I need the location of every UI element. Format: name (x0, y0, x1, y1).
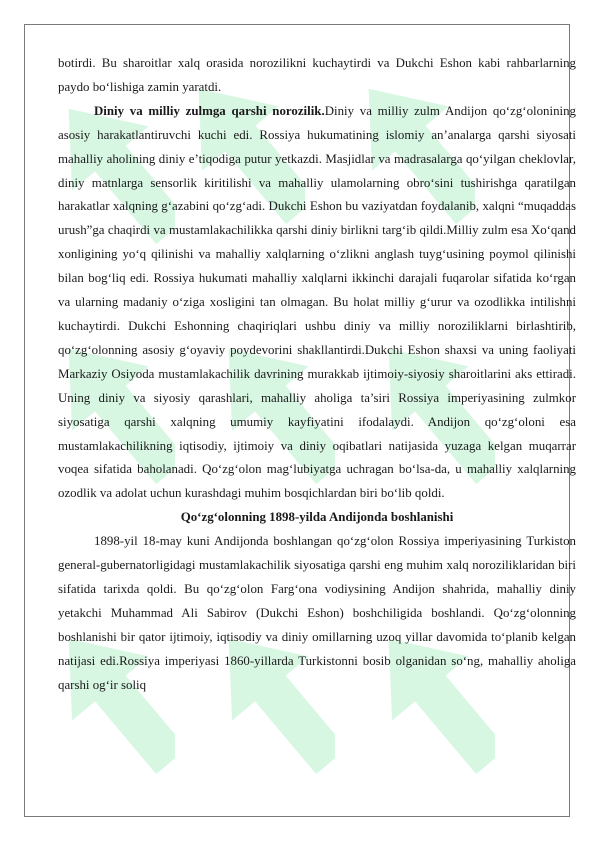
section-heading: Qo‘zg‘olonning 1898-yilda Andijonda boshlanishi (180, 510, 454, 525)
paragraph-uprising-start (58, 530, 576, 697)
paragraph-text: 1898-yil 18-may kuni Andijonda boshlangan qo‘zg‘olon Rossiya imperiyasining Turkiston general-gubernatorligidagi mustamlakachilik siyosatiga qarshi eng muhim xalq noroziliklaridan biri sifatida tarixda qoldi. Bu qo‘zg‘olon Farg‘ona vodiysining Andijon shahrida, mahalliy diniy yetakchi Muhammad Ali Sabirov (Dukchi Eshon) boshchiligida boshlandi. Qo‘zg‘olonning boshlanishi bir qator ijtimoiy, iqtisodiy va diniy omillarning uzoq yillar davomida to‘planib kelgan natijasi edi.Rossiya imperiyasi 1860-yillarda Turkistonni bosib olganidan so‘ng, mahalliy aholiga qarshi og‘ir soliq (58, 534, 576, 692)
paragraph-text: botirdi. Bu sharoitlar xalq orasida norozilikni kuchaytirdi va Dukchi Eshon kabi rahbarlarning paydo bo‘lishiga zamin yaratdi. (58, 56, 576, 94)
paragraph-bold-lead: Diniy va milliy zulmga qarshi norozilik. (94, 103, 325, 118)
document-body (58, 52, 576, 697)
paragraph-continuation (58, 52, 576, 100)
document-page (24, 24, 576, 817)
paragraph-text: Diniy va milliy zulm Andijon qo‘zg‘olonining asosiy harakatlantiruvchi kuchi edi. Rossiya hukumatining islomiy an’analarga qarshi siyosati mahalliy aholining diniy e’tiqodiga putur yetkazdi. Masjidlar va madrasalarga qo‘yilgan cheklovlar, diniy matnlarga sensorlik kiritilishi va mahalliy ulamolarning obro‘sini tushirishga qaratilgan harakatlar xalqning g‘azabini qo‘zg‘adi. Dukchi Eshon bu vaziyatdan foydalanib, xalqni “muqaddas urush”ga chaqirdi va mustamlakachilikka qarshi diniy birlikni targ‘ib qildi.Milliy zulm esa Xo‘qand xonligining yo‘q qilinishi va mahalliy xalqlarning o‘zlikni anglash tuyg‘usining poymol qilinishi bilan bog‘liq edi. Rossiya hukumati mahalliy xalqlarni ikkinchi darajali fuqarolar sifatida ko‘rgan va ularning madaniy o‘ziga xosligini tan olmagan. Bu holat milliy g‘urur va ozodlikka intilishni kuchaytirdi. Dukchi Eshonning chaqiriqlari ushbu diniy va milliy noroziliklarni birlashtirib, qo‘zg‘olonning asosiy g‘oyaviy poydevorini shakllantirdi.Dukchi Eshon shaxsi va uning faoliyati Markaziy Osiyoda mustamlakachilik davrining murakkab ijtimoiy-siyosiy sharoitlarini aks ettiradi. Uning diniy va siyosiy qarashlari, mahalliy aholiga ta’siri Rossiya imperiyasining zulmkor siyosatiga qarshi xalqning umumiy kayfiyatini ifodalaydi. Andijon qo‘zg‘oloni esa mustamlakachilikning iqtisodiy, ijtimoiy va diniy oqibatlari natijasida yuzaga kelgan muqarrar voqea sifatida baholanadi. Qo‘zg‘olon mag‘lubiyatga uchragan bo‘lsa-da, u mahalliy xalqlarning ozodlik va adolat uchun kurashdagi muhim bosqichlardan biri bo‘lib qoldi. (58, 103, 576, 501)
paragraph-religious-national-oppression (58, 100, 576, 506)
